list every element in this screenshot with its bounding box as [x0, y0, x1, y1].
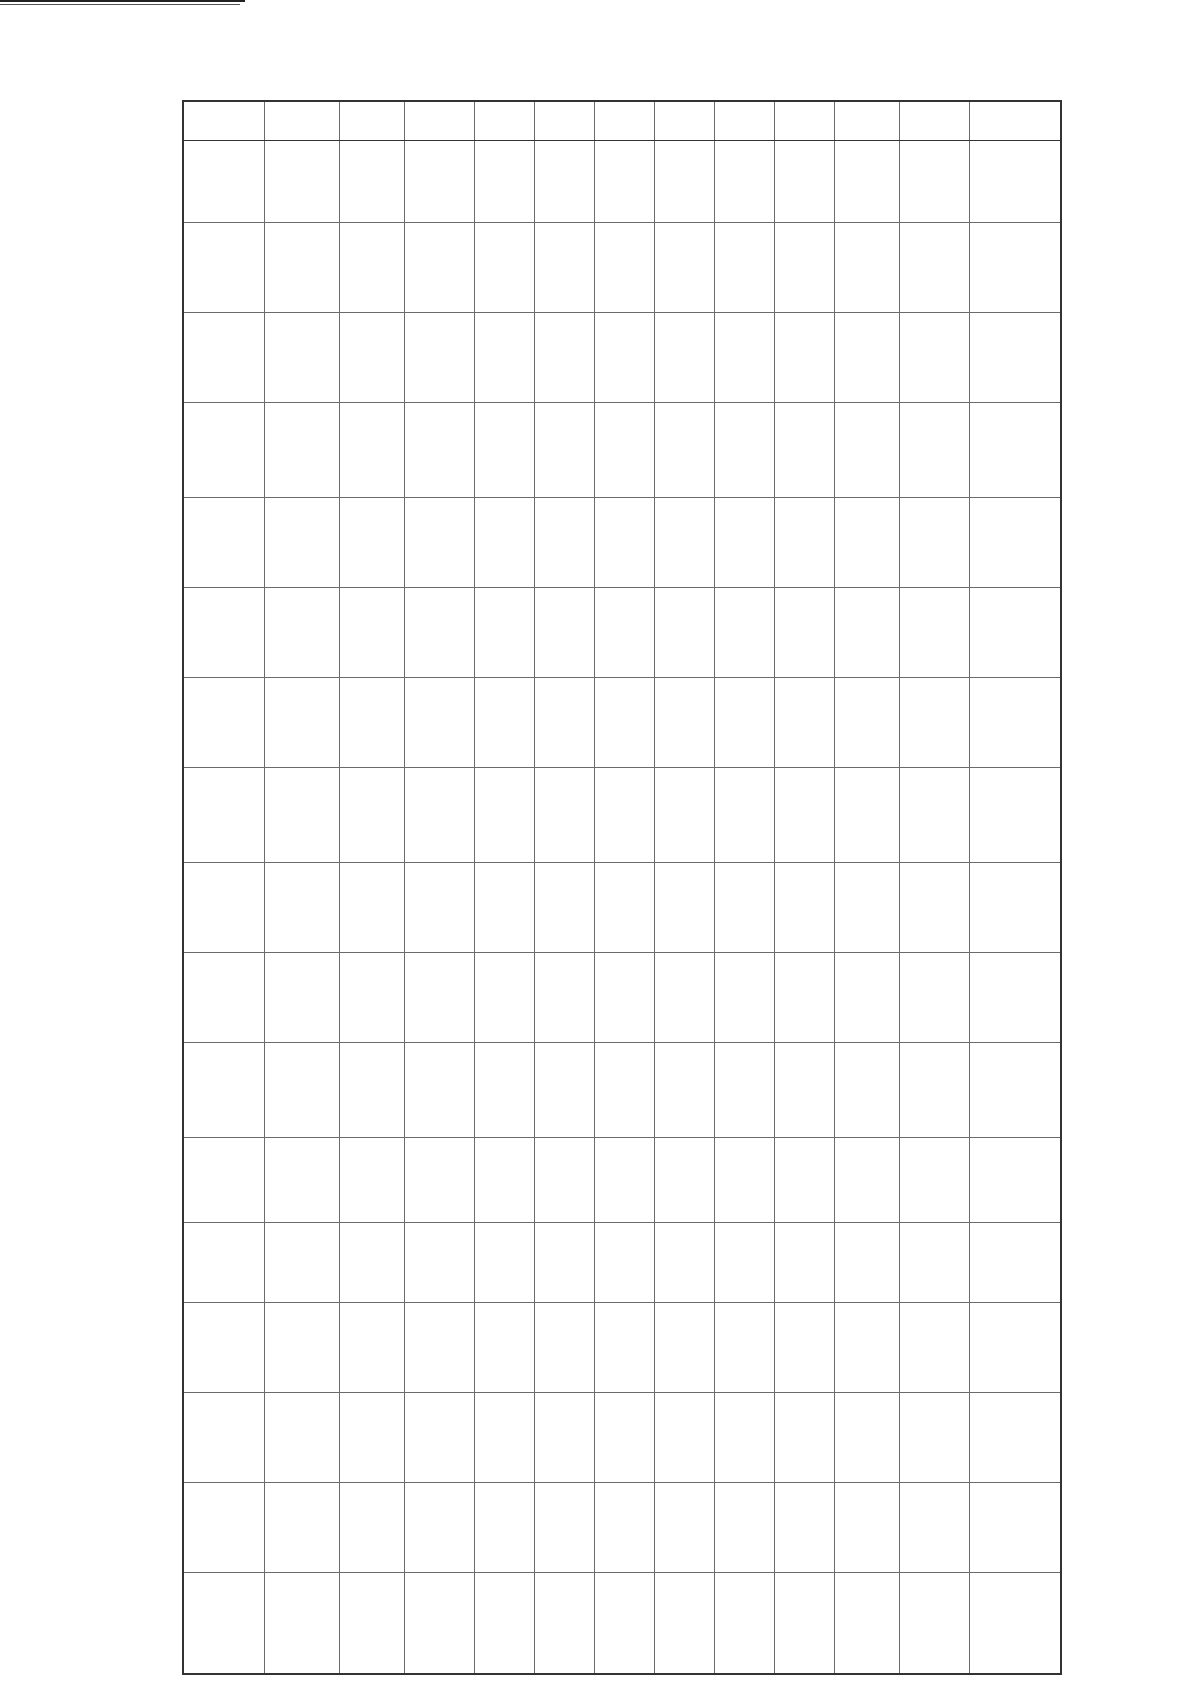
table-row-divider: [184, 402, 1060, 403]
table-row-divider: [184, 222, 1060, 223]
table-col-divider: [594, 102, 595, 1673]
table-row-divider: [184, 862, 1060, 863]
table-col-divider: [834, 102, 835, 1673]
table-row-divider: [184, 952, 1060, 953]
table-col-divider: [969, 102, 970, 1673]
table-col-divider: [714, 102, 715, 1673]
table-row-divider: [184, 767, 1060, 768]
page-number: [127, 826, 137, 838]
table-row-divider: [184, 312, 1060, 313]
top-rule-thin: [0, 4, 240, 5]
table-row-divider: [184, 1482, 1060, 1483]
table-col-divider: [899, 102, 900, 1673]
table-row-divider: [184, 497, 1060, 498]
table-header-separator: [184, 140, 1060, 141]
table-row-divider: [184, 1572, 1060, 1573]
table-col-divider: [339, 102, 340, 1673]
table-col-divider: [534, 102, 535, 1673]
table-col-divider: [404, 102, 405, 1673]
table-col-divider: [474, 102, 475, 1673]
top-rule: [0, 0, 245, 2]
table-col-divider: [774, 102, 775, 1673]
table-row-divider: [184, 587, 1060, 588]
table-row-divider: [184, 1042, 1060, 1043]
table-row-divider: [184, 1137, 1060, 1138]
table-row-divider: [184, 677, 1060, 678]
table-col-divider: [264, 102, 265, 1673]
table-col-divider: [654, 102, 655, 1673]
table-row-divider: [184, 1222, 1060, 1223]
table-row-divider: [184, 1302, 1060, 1303]
table-row-divider: [184, 1392, 1060, 1393]
rotated-table: [182, 100, 1062, 1675]
